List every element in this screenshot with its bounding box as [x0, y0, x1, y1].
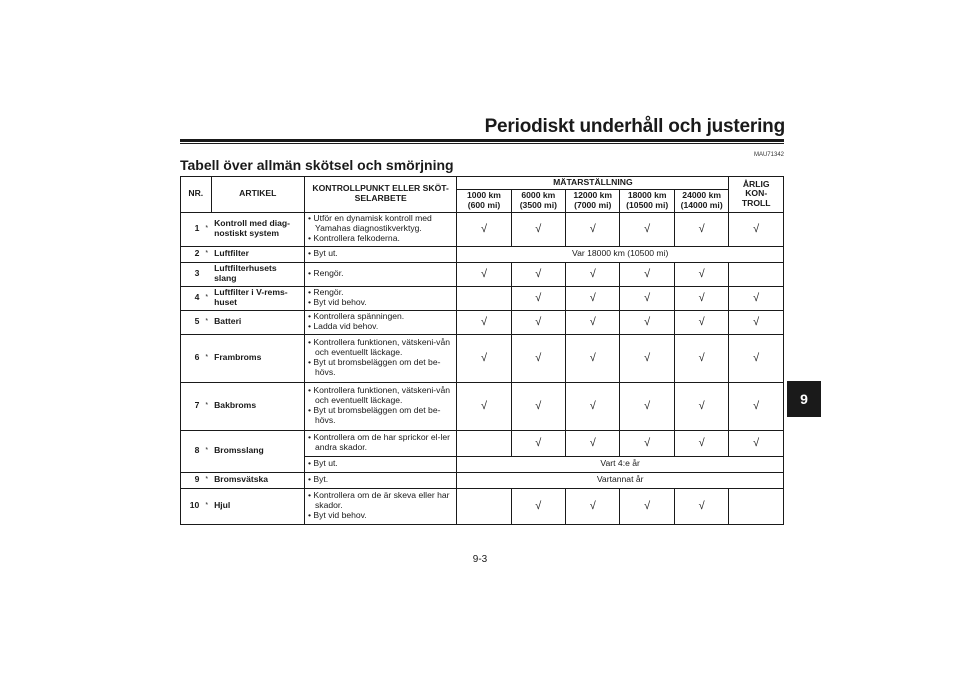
- check-mark: √: [674, 488, 728, 524]
- interval-span-text: Vart 4:e år: [457, 456, 784, 472]
- check-mark: √: [729, 430, 784, 456]
- check-mark: √: [511, 262, 565, 286]
- check-mark: √: [729, 286, 784, 310]
- header-interval-3: 12000 km (7000 mi): [566, 189, 620, 212]
- header-rule-thin: [180, 143, 784, 144]
- check-mark: √: [620, 262, 674, 286]
- check-mark: √: [566, 286, 620, 310]
- header-interval-5: 24000 km (14000 mi): [674, 189, 728, 212]
- check-mark: √: [457, 310, 511, 334]
- check-mark: √: [674, 430, 728, 456]
- check-mark: √: [457, 212, 511, 246]
- table-row: 9 * Bromsvätska • Byt. Vartannat år: [181, 472, 784, 488]
- check-mark: √: [566, 310, 620, 334]
- table-header-row: [181, 177, 784, 190]
- table-row: 7 * Bakbroms • Kontrollera funktionen, vätskeni-vån och eventuellt läckage. • Byt ut bromsbeläggen om det be-hövs. √ √ √ √ √ √: [181, 382, 784, 430]
- check-mark: √: [674, 262, 728, 286]
- check-mark: √: [511, 286, 565, 310]
- check-mark: √: [566, 262, 620, 286]
- section-code: MAU71342: [753, 152, 784, 158]
- header-nr: NR.: [181, 177, 212, 213]
- interval-span-text: Var 18000 km (10500 mi): [457, 246, 784, 262]
- check-mark: √: [729, 212, 784, 246]
- maintenance-table: [180, 176, 784, 525]
- check-mark: √: [674, 286, 728, 310]
- page-header-title: Periodiskt underhåll och justering: [484, 116, 785, 137]
- check-mark: √: [566, 212, 620, 246]
- check-mark: √: [620, 488, 674, 524]
- check-mark: √: [674, 212, 728, 246]
- header-interval-2: 6000 km (3500 mi): [511, 189, 565, 212]
- header-interval-4: 18000 km (10500 mi): [620, 189, 674, 212]
- header-annual: ÅRLIG KON-TROLL: [729, 177, 784, 213]
- table-row: 6 * Frambroms • Kontrollera funktionen, vätskeni-vån och eventuellt läckage. • Byt ut bromsbeläggen om det be-hövs. √ √ √ √ √ √: [181, 334, 784, 382]
- check-mark: √: [620, 382, 674, 430]
- table-row: 10 * Hjul • Kontrollera om de är skeva eller har skador. • Byt vid behov. √ √ √ √: [181, 488, 784, 524]
- check-mark: √: [674, 334, 728, 382]
- check-mark: √: [511, 488, 565, 524]
- check-mark: √: [511, 382, 565, 430]
- check-mark: √: [566, 430, 620, 456]
- check-mark: √: [457, 334, 511, 382]
- table-row: 5 * Batteri • Kontrollera spänningen. • Ladda vid behov. √ √ √ √ √ √: [181, 310, 784, 334]
- check-mark: √: [457, 262, 511, 286]
- header-interval-1: 1000 km (600 mi): [457, 189, 511, 212]
- check-mark: √: [674, 382, 728, 430]
- check-mark: √: [511, 212, 565, 246]
- check-mark: √: [729, 382, 784, 430]
- table-row: 8 * Bromsslang • Kontrollera om de har sprickor el-ler andra skador. √ √ √ √ √: [181, 430, 784, 456]
- header-rule: [180, 139, 784, 142]
- table-row: • Byt ut. Vart 4:e år: [181, 456, 784, 472]
- check-mark: √: [620, 334, 674, 382]
- check-mark: √: [729, 310, 784, 334]
- interval-span-text: Vartannat år: [457, 472, 784, 488]
- check-mark: √: [620, 430, 674, 456]
- header-item: ARTIKEL: [211, 177, 304, 213]
- check-mark: √: [620, 212, 674, 246]
- check-mark: √: [511, 430, 565, 456]
- table-row: 4 * Luftfilter i V-rems-huset • Rengör. • Byt vid behov. √ √ √ √ √: [181, 286, 784, 310]
- page-number: 9-3: [472, 554, 488, 565]
- header-odometer: MÄTARSTÄLLNING: [457, 177, 729, 190]
- table-row: 3 Luftfilterhusets slang • Rengör. √ √ √ √ √: [181, 262, 784, 286]
- check-mark: √: [511, 310, 565, 334]
- check-mark: √: [566, 334, 620, 382]
- header-check: KONTROLLPUNKT ELLER SKÖT-SELARBETE: [304, 177, 456, 213]
- chapter-tab: 9: [787, 381, 821, 417]
- check-mark: √: [566, 488, 620, 524]
- section-title: Tabell över allmän skötsel och smörjning: [180, 157, 454, 173]
- check-mark: √: [729, 334, 784, 382]
- table-row: 2 * Luftfilter • Byt ut. Var 18000 km (10500 mi): [181, 246, 784, 262]
- check-mark: √: [511, 334, 565, 382]
- check-mark: √: [457, 382, 511, 430]
- table-row: 1 * Kontroll med diag-nostiskt system • Utför en dynamisk kontroll med Yamahas diagnostikverktyg. • Kontrollera felkoderna. √ √ √ √ √ √: [181, 212, 784, 246]
- check-mark: √: [620, 286, 674, 310]
- check-mark: √: [566, 382, 620, 430]
- check-mark: √: [620, 310, 674, 334]
- check-mark: √: [674, 310, 728, 334]
